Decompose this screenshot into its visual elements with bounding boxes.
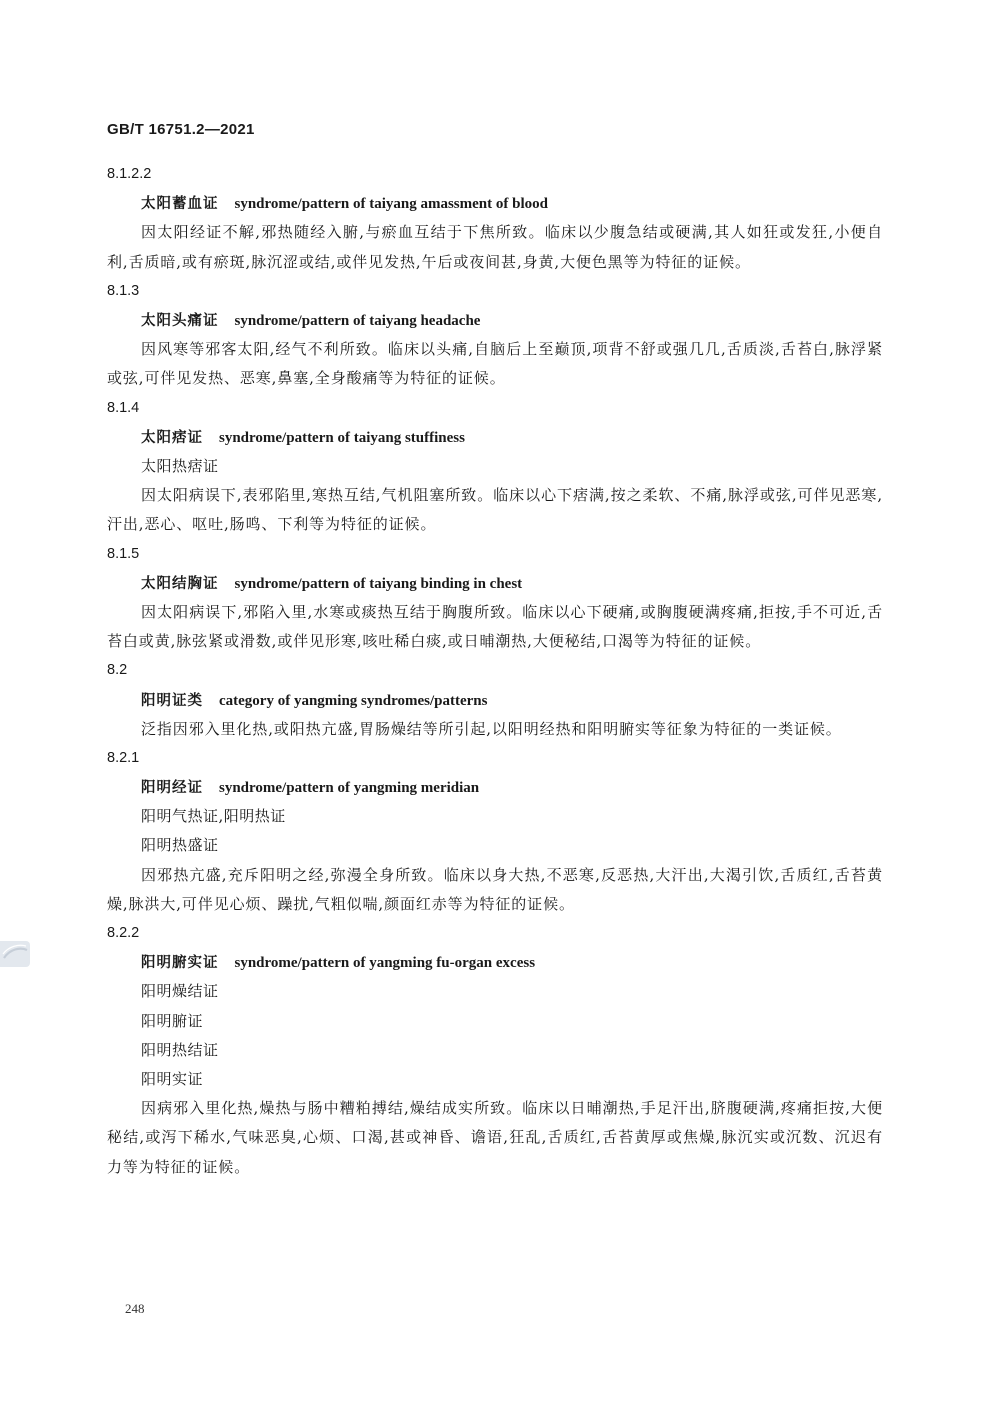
sac-logo-icon	[0, 941, 30, 967]
term-english: syndrome/pattern of taiyang headache	[234, 312, 481, 329]
term-chinese: 太阳蓄血证	[141, 196, 219, 213]
entry-number: 8.2.1	[107, 749, 140, 766]
entries-container	[107, 160, 883, 1182]
term-english: category of yangming syndromes/patterns	[219, 692, 488, 709]
term-entry	[107, 744, 883, 919]
term-synonym: 阳明实证	[141, 1069, 204, 1088]
term-heading	[141, 423, 883, 452]
term-entry	[107, 394, 883, 540]
term-entry	[107, 277, 883, 394]
entry-number: 8.2.2	[107, 925, 140, 942]
term-synonym: 阳明气热证,阳明热证	[141, 807, 286, 826]
term-chinese: 阳明腑实证	[141, 955, 219, 972]
term-chinese: 太阳结胸证	[141, 575, 219, 592]
term-heading	[141, 569, 883, 598]
standard-code: GB/T 16751.2—2021	[107, 121, 255, 138]
term-chinese: 太阳头痛证	[141, 312, 219, 329]
entry-number: 8.1.2.2	[107, 166, 152, 182]
term-synonym: 阳明热盛证	[141, 836, 219, 855]
term-heading	[141, 686, 883, 715]
term-chinese: 阳明证类	[141, 692, 203, 709]
term-chinese: 太阳痞证	[141, 429, 203, 446]
term-entry	[107, 160, 883, 277]
term-heading	[141, 189, 883, 218]
page-number: 248	[125, 1301, 145, 1316]
entry-number: 8.1.5	[107, 545, 140, 562]
term-heading	[141, 773, 883, 802]
term-entry	[107, 656, 883, 744]
term-definition: 泛指因邪入里化热,或阳热亢盛,胃肠燥结等所引起,以阳明经热和阳明腑实等征象为特征的一类证候。	[141, 719, 842, 738]
term-english: syndrome/pattern of taiyang binding in chest	[234, 575, 523, 592]
term-synonym: 太阳热痞证	[141, 456, 219, 475]
term-english: syndrome/pattern of yangming fu-organ excess	[234, 955, 536, 972]
term-synonym: 阳明热结证	[141, 1040, 219, 1059]
term-definition: 因太阳病误下,表邪陷里,寒热互结,气机阻塞所致。临床以心下痞满,按之柔软、不痛,脉浮或弦,可伴见恶寒,汗出,恶心、呕吐,肠鸣、下利等为特征的证候。	[107, 486, 883, 534]
term-english: syndrome/pattern of taiyang stuffiness	[219, 429, 465, 446]
term-definition: 因风寒等邪客太阳,经气不利所致。临床以头痛,自脑后上至巅顶,项背不舒或强几几,舌质淡,舌苔白,脉浮紧或弦,可伴见发热、恶寒,鼻塞,全身酸痛等为特征的证候。	[107, 340, 883, 388]
entry-number: 8.1.4	[107, 399, 140, 416]
term-definition: 因病邪入里化热,燥热与肠中糟粕搏结,燥结成实所致。临床以日晡潮热,手足汗出,脐腹硬满,疼痛拒按,大便秘结,或泻下稀水,气味恶臭,心烦、口渴,甚或神昏、谵语,狂乱,舌质红,舌苔黄厚或焦燥,脉沉实或沉数、沉迟有力等为特征的证候。	[107, 1099, 883, 1176]
term-english: syndrome/pattern of yangming meridian	[219, 780, 480, 797]
term-definition: 因太阳病误下,邪陷入里,水寒或痰热互结于胸腹所致。临床以心下硬痛,或胸腹硬满疼痛,拒按,手不可近,舌苔白或黄,脉弦紧或滑数,或伴见形寒,咳吐稀白痰,或日晡潮热,大便秘结,口渴等为特征的证候。	[107, 602, 883, 651]
term-entry	[107, 540, 883, 657]
term-definition: 因太阳经证不解,邪热随经入腑,与瘀血互结于下焦所致。临床以少腹急结或硬满,其人如狂或发狂,小便自利,舌质暗,或有瘀斑,脉沉涩或结,或伴见发热,午后或夜间甚,身黄,大便色黑等为特征的证候。	[107, 223, 883, 271]
entry-number: 8.1.3	[107, 282, 140, 299]
entry-number: 8.2	[107, 662, 128, 679]
term-synonym: 阳明燥结证	[141, 982, 219, 1001]
term-heading	[141, 948, 883, 977]
term-chinese: 阳明经证	[141, 780, 203, 797]
term-english: syndrome/pattern of taiyang amassment of blood	[234, 196, 548, 213]
term-definition: 因邪热亢盛,充斥阳明之经,弥漫全身所致。临床以身大热,不恶寒,反恶热,大汗出,大渴引饮,舌质红,舌苔黄燥,脉洪大,可伴见心烦、躁扰,气粗似喘,颜面红赤等为特征的证候。	[107, 865, 883, 913]
term-entry	[107, 919, 883, 1182]
term-synonym: 阳明腑证	[141, 1011, 204, 1030]
term-heading	[141, 306, 883, 335]
